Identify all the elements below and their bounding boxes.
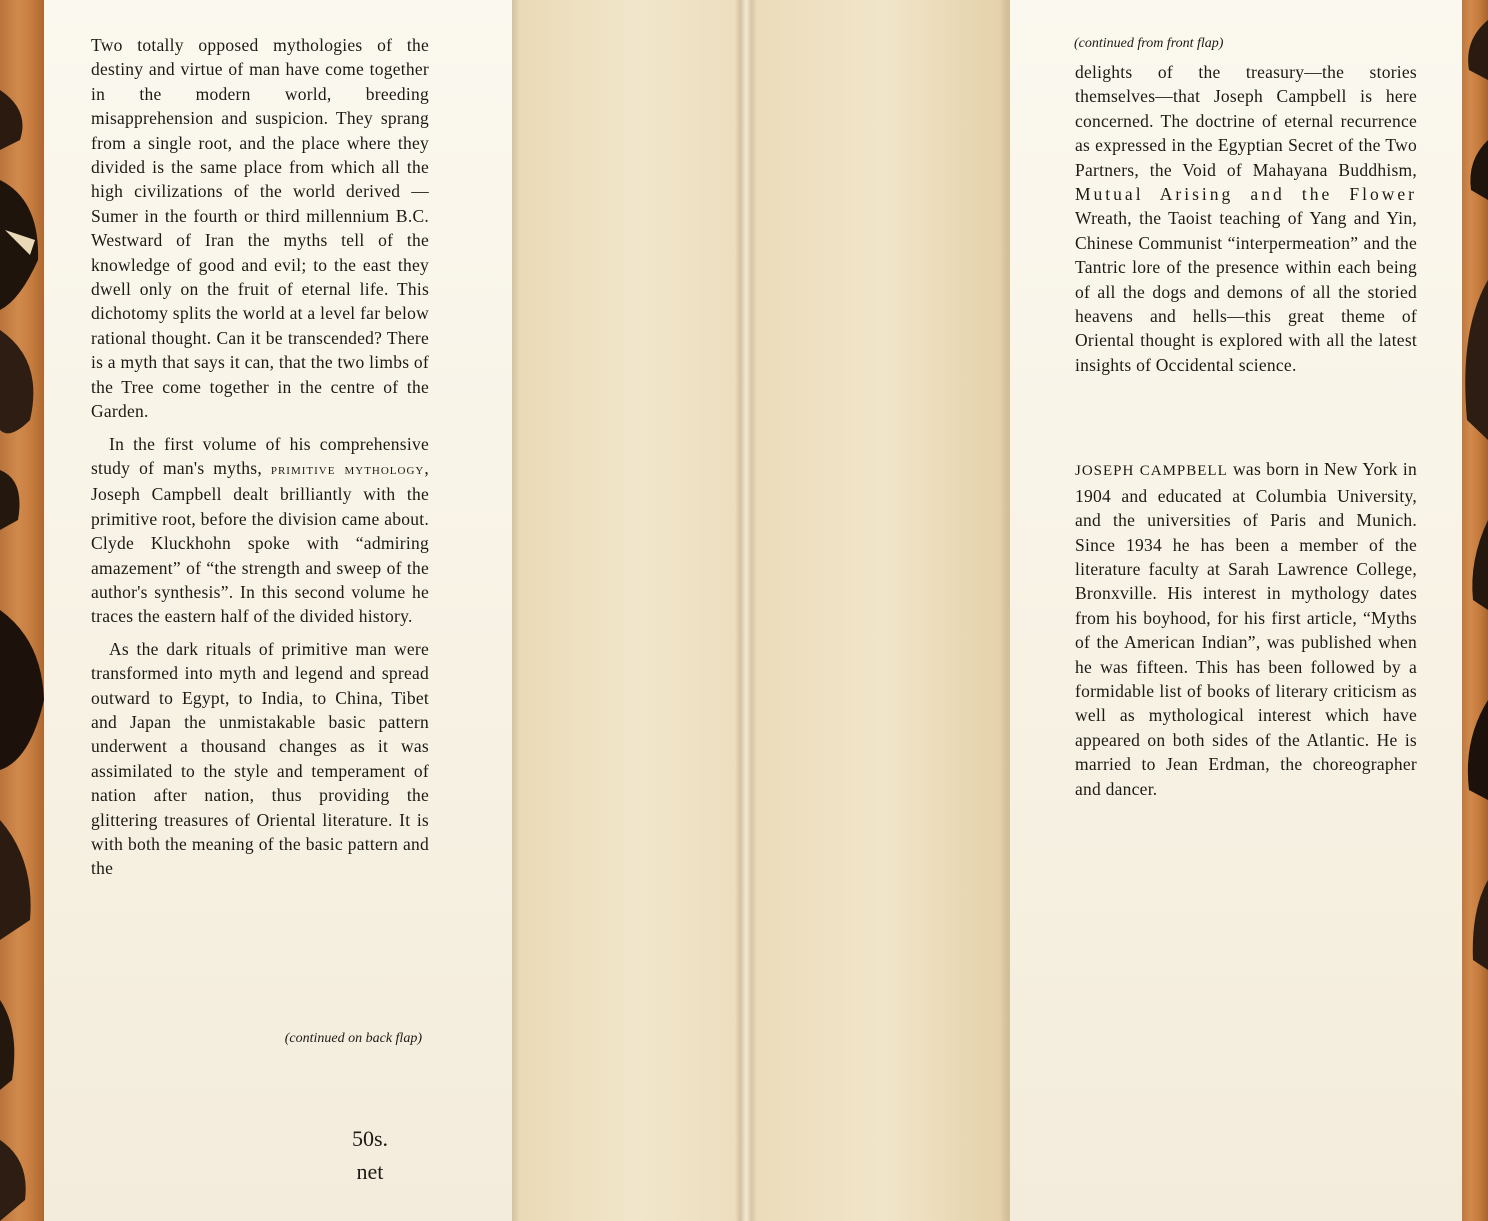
back-flap-text xyxy=(1075,60,1417,809)
author-bio: JOSEPH CAMPBELL was born in New York in 1904 and educated at Columbia University, and the universities of Paris and Munich. Since 1934 he has been a member of the literature faculty at Sarah Lawrence College, Bronxville. His interest in mythology dates from his boyhood, for his first article, “Myths of the American Indian”, was published when he was fifteen. This has been followed by a formidable list of books of literary criticism as well as mythological interest which have appeared on both sides of the Atlantic. He is married to Jean Erdman, the choreographer and dancer. xyxy=(1075,459,1418,799)
book-title-small-caps: primitive mythology xyxy=(270,461,425,478)
back-cover-edge xyxy=(1459,0,1488,1221)
jacket-spine-area xyxy=(512,0,1010,1221)
front-cover-edge xyxy=(0,0,46,1221)
cover-illustration-fragment xyxy=(1459,0,1488,1221)
author-name: JOSEPH CAMPBELL xyxy=(1075,463,1228,480)
cover-illustration-fragment xyxy=(0,0,46,1221)
front-paragraph-2: In the first volume of his comprehensive study of man's myths, primitive mythology, Joseph Campbell dealt brilliantly with the primitive root, before the division came about. Clyde Kluckhohn spoke with “admiring amazement” of “the strength and sweep of the author's synthesis”. In this second volume he traces the eastern half of the divided history. xyxy=(91,433,429,627)
fold-crease xyxy=(735,0,757,1221)
continued-from-front-note: (continued from front flap) xyxy=(1074,36,1224,51)
front-paragraph-1: Two totally opposed mythologies of the destiny and virtue of man have come together in the modern world, breeding misapprehension and suspicion. They sprang from a single root, and the place where they divided is the same place from which all the high civilizations of the world derived —Sumer in the fourth or third millennium B.C. Westward of Iran the myths tell of the knowledge of good and evil; to the east they dwell only on the fruit of eternal life. This dichotomy splits the world at a level far below rational thought. Can it be transcended? There is a myth that says it can, that the two limbs of the Tree come together in the centre of the Garden. xyxy=(91,35,429,422)
continued-on-back-note: (continued on back flap) xyxy=(284,1031,422,1046)
price-net: net xyxy=(356,1159,384,1184)
price-amount: 50s. xyxy=(351,1126,389,1151)
back-paragraph-1: delights of the treasury—the stories themselves—that Joseph Campbell is here concerned. The doctrine of eternal recurrence as expressed in the Egyptian Secret of the Two Partners, the Void of Mahayana Buddhism, Mutual Arising and the Flower Wreath, the Taoist teaching of Yang and Yin, Chinese Communist “interpermeation” and the Tantric lore of the presence within each being of all the dogs and demons of all the storied heavens and hells—this great theme of Oriental thought is explored with all the latest insights of Occidental science. xyxy=(1075,62,1417,375)
price xyxy=(330,1122,410,1188)
front-paragraph-3: As the dark rituals of primitive man were transformed into myth and legend and spread outward to Egypt, to India, to China, Tibet and Japan the unmistakable basic pattern underwent a thousand changes as it was assimilated to the style and temperament of nation after nation, thus providing the glittering treasures of Oriental literature. It is with both the meaning of the basic pattern and the xyxy=(91,638,429,879)
front-flap-text xyxy=(91,33,429,889)
